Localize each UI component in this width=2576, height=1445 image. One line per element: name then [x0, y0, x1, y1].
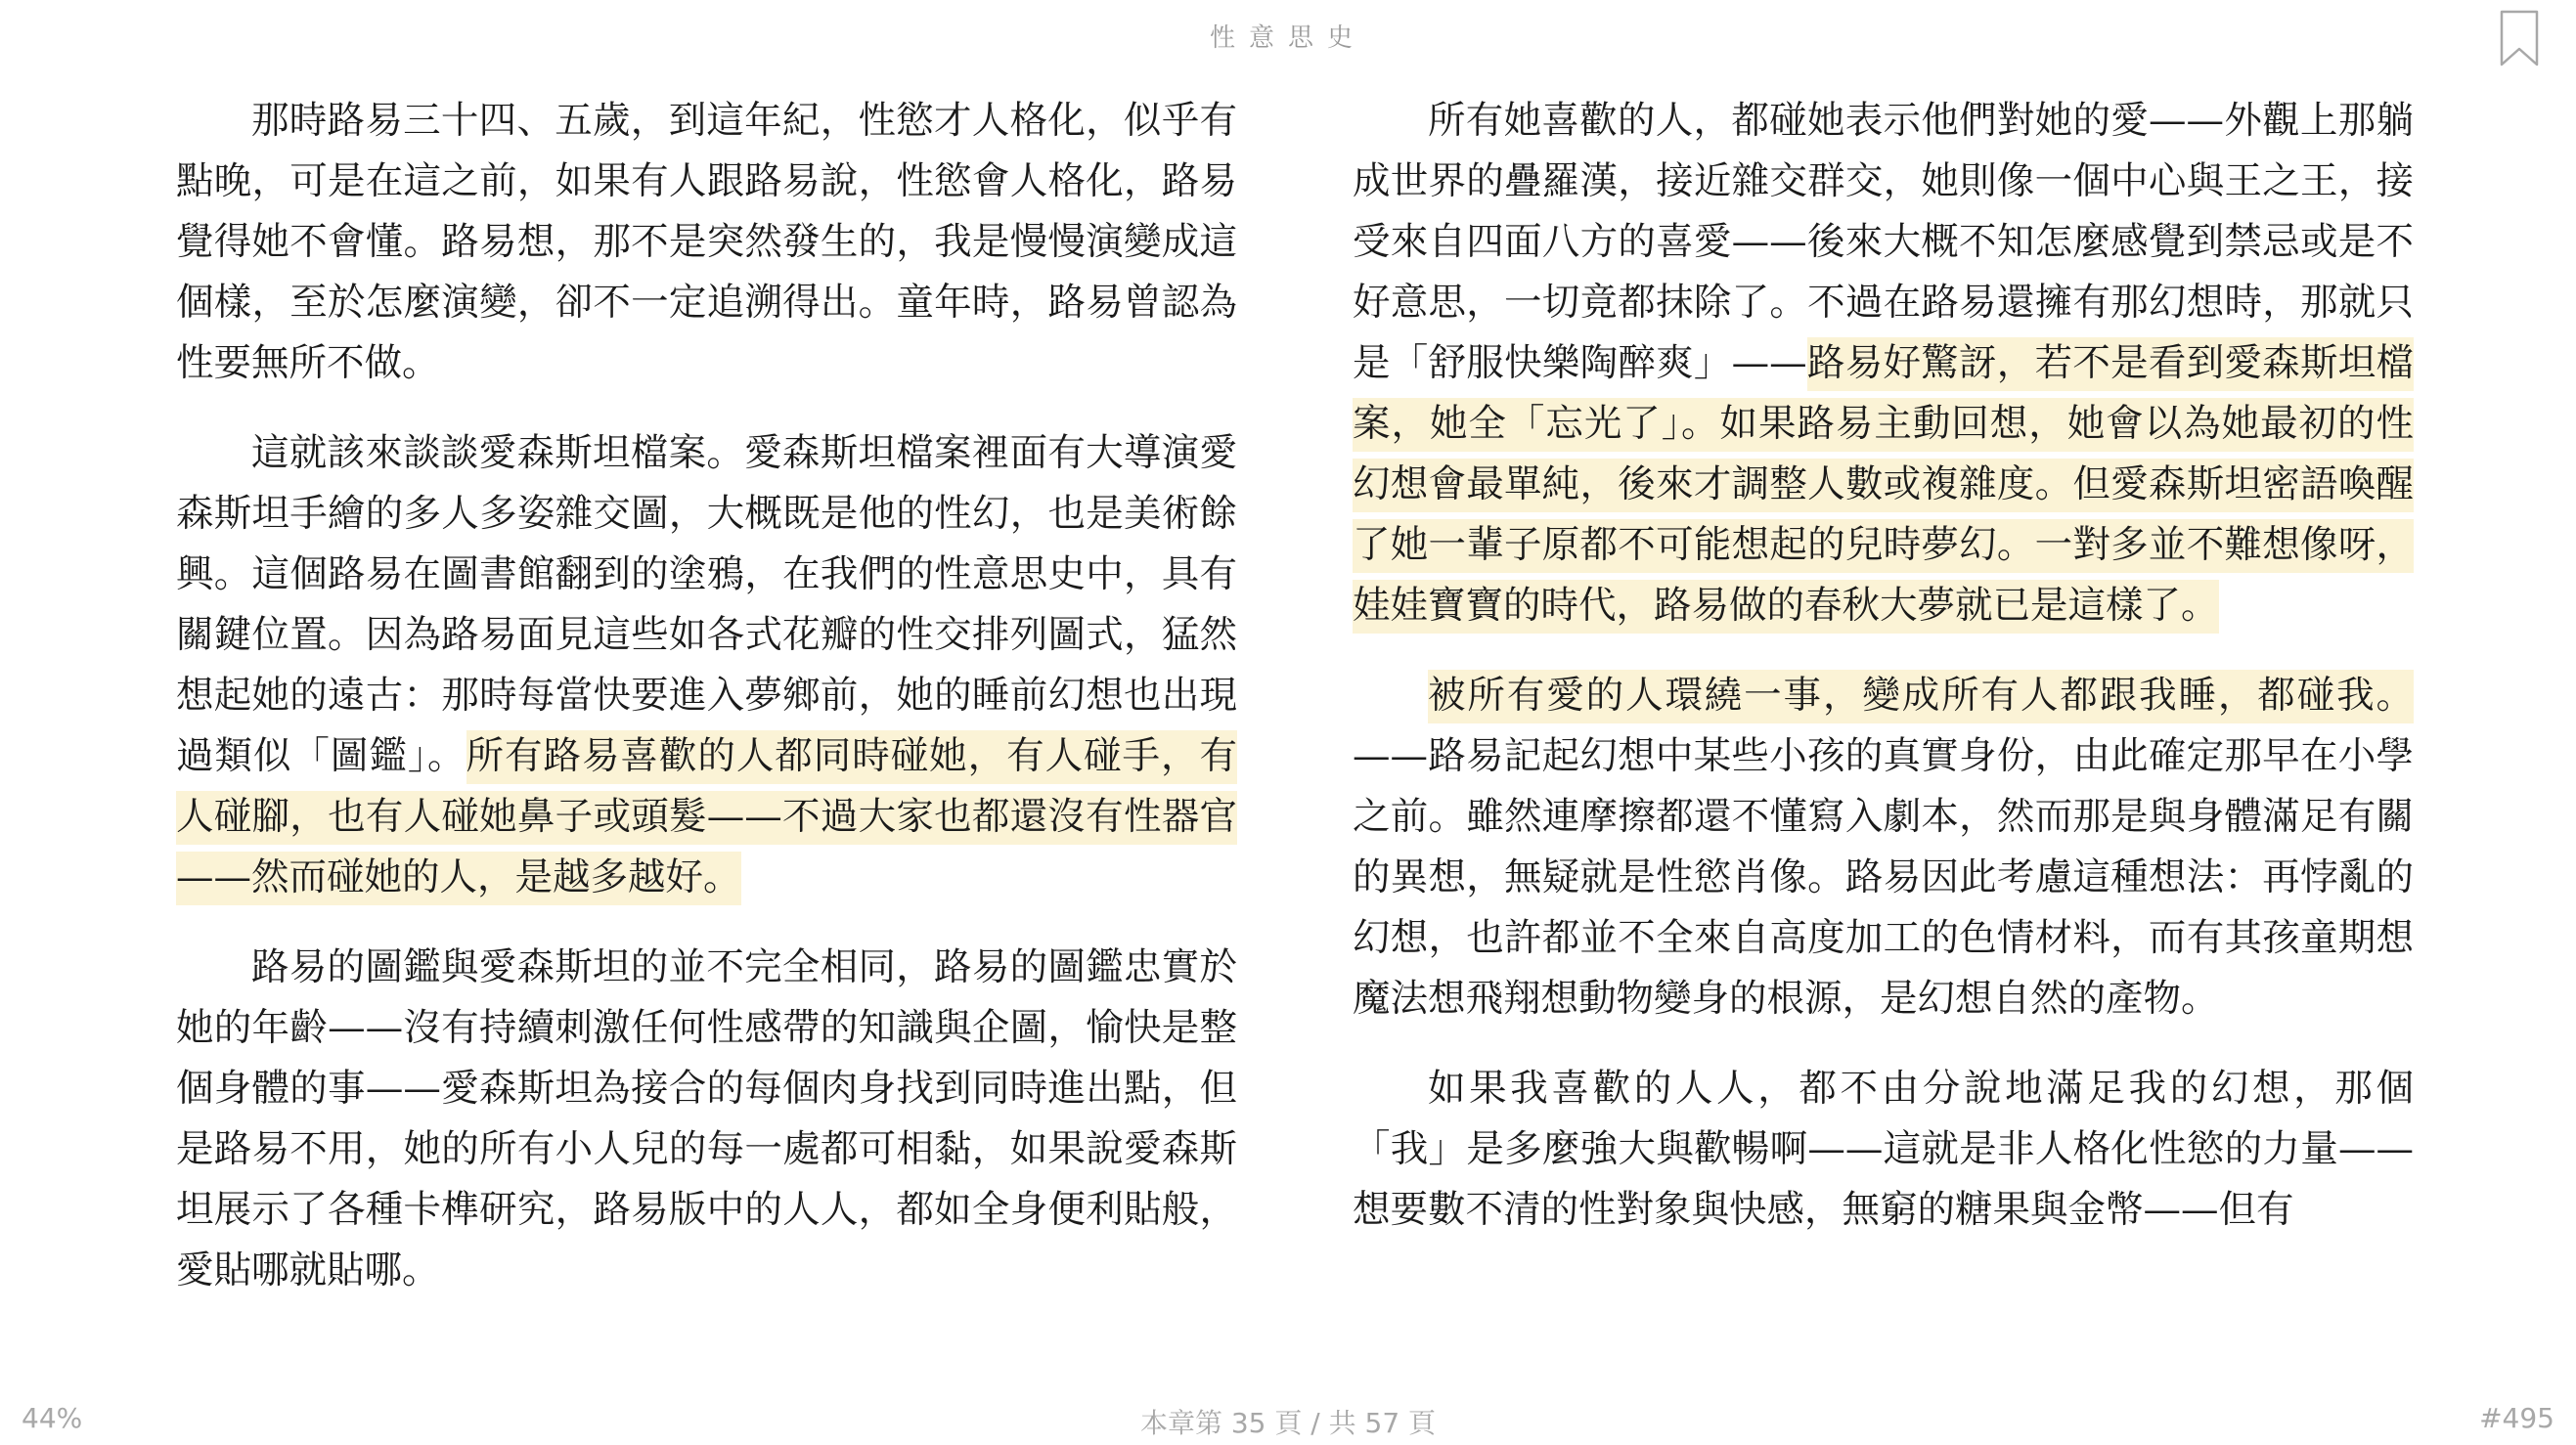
text-segment: 如果我喜歡的人人，都不由分說地滿足我的幻想，那個「我」是多麼強大與歡暢啊——這就是非人格化性慾的力量——想要數不清的性對象與快感，無窮的糖果與金幣——但有 — [1353, 1067, 2414, 1232]
book-title: 性意思史 — [1209, 23, 1366, 53]
bookmark-icon[interactable] — [2498, 10, 2541, 68]
text-segment: 那時路易三十四、五歲，到這年紀，性慾才人格化，似乎有點晚，可是在這之前，如果有人跟路易說，性慾會人格化，路易覺得她不會懂。路易想，那不是突然發生的，我是慢慢演變成這個樣，至於怎麼演變，卻不一定追溯得出。童年時，路易曾認為性要無所不做。 — [176, 99, 1237, 385]
text-segment: 所有她喜歡的人，都碰她表示他們對她的愛——外觀上那躺成世界的疊羅漢，接近雜交群交，她則像一個中心與王之王，接受來自四面八方的喜愛——後來大概不知怎麼感覺到禁忌或是不好意思，一切竟都抹除了。不過在路易還擁有那幻想時，那就只是「舒服快樂陶醉爽」—— — [1353, 99, 2414, 385]
paragraph — [1353, 91, 2414, 636]
highlighted-text[interactable]: 所有路易喜歡的人都同時碰她，有人碰手，有人碰腳，也有人碰她鼻子或頭髮——不過大家也都還沒有性器官——然而碰她的人，是越多越好。 — [176, 730, 1237, 905]
location-number: #495 — [2479, 1402, 2554, 1434]
text-segment: 這就該來談談愛森斯坦檔案。愛森斯坦檔案裡面有大導演愛森斯坦手繪的多人多姿雜交圖，大概既是他的性幻，也是美術餘興。這個路易在圖書館翻到的塗鴉，在我們的性意思史中，具有關鍵位置。因為路易面見這些如各式花瓣的性交排列圖式，猛然想起她的遠古：那時每當快要進入夢鄉前，她的睡前幻想也出現過類似「圖鑑」。 — [176, 431, 1237, 778]
highlighted-text[interactable]: 被所有愛的人環繞一事，變成所有人都跟我睡，都碰我。 — [1428, 670, 2414, 723]
left-page-content — [176, 91, 1237, 1331]
paragraph — [1353, 1059, 2414, 1241]
paragraph — [176, 423, 1237, 908]
highlighted-text[interactable]: 路易好驚訝，若不是看到愛森斯坦檔案，她全「忘光了」。如果路易主動回想，她會以為她最初的性幻想會最單純，後來才調整人數或複雜度。但愛森斯坦密語喚醒了她一輩子原都不可能想起的兒時夢幻。一對多並不難想像呀，娃娃寶寶的時代，路易做的春秋大夢就已是這樣了。 — [1353, 337, 2414, 634]
text-segment: 路易的圖鑑與愛森斯坦的並不完全相同，路易的圖鑑忠實於她的年齡——沒有持續刺激任何性感帶的知識與企圖，愉快是整個身體的事——愛森斯坦為接合的每個肉身找到同時進出點，但是路易不用，她的所有小人兒的每一處都可相黏，如果說愛森斯坦展示了各種卡榫研究，路易版中的人人，都如全身便利貼般，愛貼哪就貼哪。 — [176, 945, 1237, 1292]
right-page-content — [1353, 91, 2414, 1270]
paragraph — [1353, 666, 2414, 1029]
paragraph — [176, 938, 1237, 1301]
page-info: 本章第 35 頁 / 共 57 頁 — [1139, 1407, 1437, 1439]
text-segment: ——路易記起幻想中某些小孩的真實身份，由此確定那早在小學之前。雖然連摩擦都還不懂寫入劇本，然而那是與身體滿足有關的異想，無疑就是性慾肖像。路易因此考慮這種想法：再悖亂的幻想，也許都並不全來自高度加工的色情材料，而有其孩童期想魔法想飛翔想動物變身的根源，是幻想自然的產物。 — [1353, 734, 2414, 1021]
paragraph — [176, 91, 1237, 394]
reading-progress: 44% — [22, 1402, 83, 1434]
